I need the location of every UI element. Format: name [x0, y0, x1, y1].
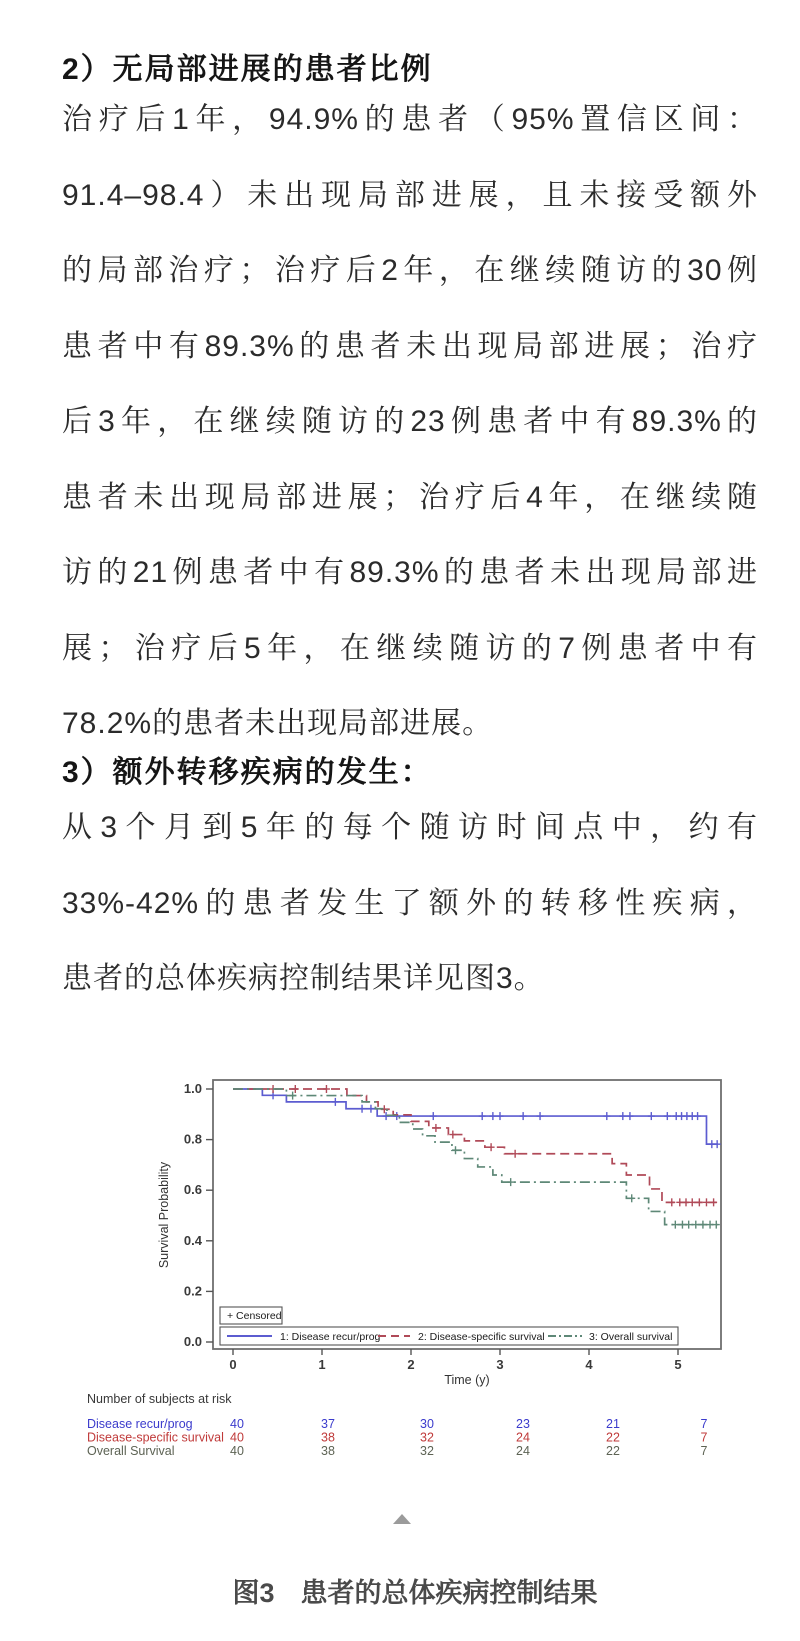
svg-text:2: Disease-specific survival: 2: Disease-specific survival — [418, 1331, 545, 1343]
series-3-curve — [233, 1089, 720, 1229]
svg-text:Time (y): Time (y) — [444, 1373, 490, 1387]
text-line: 33%-42%的患者发生了额外的转移性疾病， — [62, 886, 758, 920]
svg-text:30: 30 — [420, 1417, 434, 1431]
svg-text:23: 23 — [516, 1417, 530, 1431]
svg-text:37: 37 — [321, 1417, 335, 1431]
svg-text:0.8: 0.8 — [183, 1131, 202, 1147]
figure-title: 患者的总体疾病控制结果 — [300, 1578, 598, 1608]
text-line: 从3个月到5年的每个随访时间点中，约有 — [62, 811, 758, 844]
svg-text:7: 7 — [700, 1417, 708, 1431]
text-line: 治疗后1年，94.9%的患者（95%置信区间： — [62, 103, 758, 136]
svg-text:21: 21 — [606, 1417, 620, 1431]
text-line: 展；治疗后5年，在继续随访的7例患者中有 — [62, 631, 758, 665]
svg-text:1: Disease recur/prog: 1: Disease recur/prog — [280, 1331, 381, 1343]
svg-text:32: 32 — [420, 1444, 434, 1458]
svg-text:40: 40 — [230, 1417, 244, 1431]
svg-text:0.4: 0.4 — [183, 1232, 202, 1248]
svg-text:0.6: 0.6 — [183, 1182, 202, 1198]
section-3-heading: 3）额外转移疾病的发生： — [62, 756, 433, 789]
section-3-paragraph — [62, 790, 758, 1017]
text-line: 78.2%的患者未出现局部进展。 — [62, 707, 494, 740]
svg-text:24: 24 — [516, 1444, 530, 1458]
svg-text:24: 24 — [516, 1430, 530, 1445]
svg-text:40: 40 — [230, 1430, 244, 1445]
svg-text:Disease-specific survival: Disease-specific survival — [87, 1430, 224, 1445]
figure3-survival-chart — [0, 1035, 800, 1465]
svg-text:0: 0 — [229, 1357, 237, 1372]
text-line: 患者中有89.3%的患者未出现局部进展；治疗 — [62, 329, 758, 363]
svg-text:0.2: 0.2 — [183, 1283, 202, 1299]
svg-text:1.0: 1.0 — [183, 1081, 202, 1096]
text-line: 的局部治疗；治疗后2年，在继续随访的30例 — [62, 254, 758, 287]
svg-text:5: 5 — [674, 1357, 682, 1372]
svg-text:Survival Probability: Survival Probability — [157, 1161, 171, 1269]
svg-text:22: 22 — [606, 1430, 620, 1445]
series-2-curve — [233, 1085, 718, 1206]
text-line: 患者的总体疾病控制结果详见图3。 — [62, 962, 545, 995]
svg-text:Overall Survival: Overall Survival — [87, 1444, 175, 1458]
svg-text:Disease recur/prog: Disease recur/prog — [87, 1417, 193, 1431]
text-line: 后3年，在继续随访的23例患者中有89.3%的 — [62, 405, 758, 438]
svg-text:3: Overall survival: 3: Overall survival — [589, 1331, 673, 1343]
svg-text:+ Censored: + Censored — [227, 1310, 282, 1322]
svg-text:22: 22 — [606, 1444, 620, 1458]
svg-text:2: 2 — [407, 1357, 415, 1372]
svg-text:38: 38 — [321, 1444, 335, 1458]
text-line: 91.4–98.4）未出现局部进展，且未接受额外 — [62, 178, 758, 212]
svg-text:32: 32 — [420, 1430, 434, 1445]
figure3-caption — [0, 1540, 800, 1641]
risk-table — [87, 1392, 708, 1458]
svg-text:Number of subjects at risk: Number of subjects at risk — [87, 1392, 232, 1406]
series-1-curve — [233, 1089, 721, 1148]
chart-legend — [220, 1307, 678, 1345]
svg-text:1: 1 — [318, 1357, 326, 1372]
svg-text:0.0: 0.0 — [183, 1334, 202, 1349]
svg-text:7: 7 — [700, 1444, 708, 1458]
text-line: 患者未出现局部进展；治疗后4年，在继续随 — [62, 480, 758, 514]
figure-number: 图3 — [232, 1578, 275, 1608]
svg-text:3: 3 — [496, 1357, 504, 1372]
svg-text:38: 38 — [321, 1430, 335, 1445]
section-2-paragraph — [62, 82, 758, 762]
section-2-heading: 2）无局部进展的患者比例 — [62, 53, 433, 86]
svg-text:7: 7 — [700, 1430, 708, 1445]
collapse-triangle-icon[interactable] — [393, 1514, 411, 1524]
svg-text:40: 40 — [230, 1444, 244, 1458]
text-line: 访的21例患者中有89.3%的患者未出现局部进 — [62, 556, 758, 589]
svg-text:4: 4 — [585, 1357, 593, 1372]
